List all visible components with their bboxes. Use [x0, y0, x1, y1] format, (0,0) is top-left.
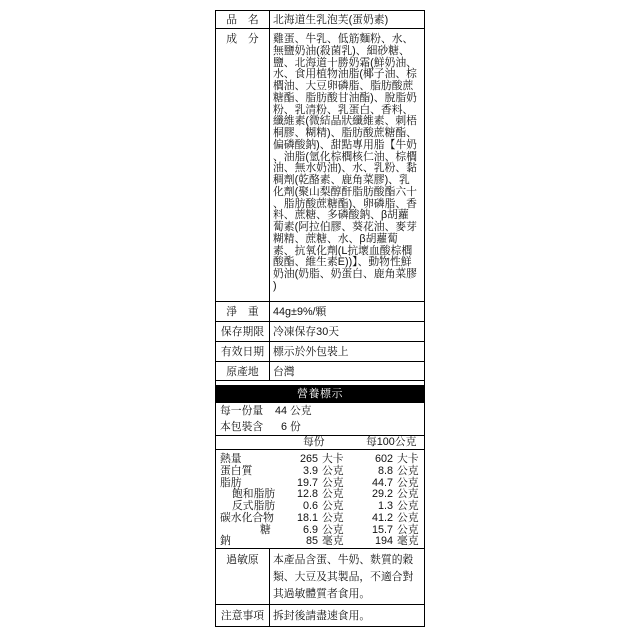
per-serving-unit: 毫克 [322, 535, 344, 548]
allergen-line: 類、大豆及其製品，不適合對 [273, 571, 414, 583]
ingredients-line: 、脂肪酸蔗糖酯)、卵磷脂、香 [273, 197, 417, 210]
per-100g-unit: 公克 [397, 523, 419, 536]
serving-size-label: 每一份量 [220, 405, 264, 417]
nutrition-facts-panel [215, 380, 425, 549]
product-name-label: 品 名 [216, 11, 270, 28]
per-serving-value: 265 [299, 453, 318, 465]
per-serving-value: 6.9 [302, 523, 318, 536]
per-100g-value: 29.2 [371, 488, 393, 501]
per-100g-unit: 大卡 [397, 453, 419, 465]
per-100g-value: 8.8 [377, 464, 393, 477]
ingredients-line: 料、蔗糖、多磷酸鈉、β胡蘿 [273, 209, 409, 222]
ingredients-line: ) [273, 279, 277, 292]
ingredients-row [216, 28, 424, 301]
ingredients-line: 無鹽奶油(殺菌乳)、細砂糖、 [273, 44, 410, 57]
per-100g-unit: 公克 [397, 511, 419, 524]
allergen-notice-table [215, 548, 425, 627]
ingredients-line: 櫚油、大豆卵磷脂、脂肪酸蔗 [273, 80, 414, 92]
per-100g-unit: 公克 [397, 464, 419, 477]
per-serving-header: 每份 [303, 436, 325, 448]
per-100g-value: 194 [374, 535, 393, 548]
nutrient-name: 脂肪 [220, 476, 242, 489]
shelf-life-label: 保存期限 [216, 322, 270, 341]
notice-row [216, 604, 424, 626]
servings-per-package-line [216, 419, 424, 435]
per-100g-value: 44.7 [371, 476, 393, 489]
nutrient-name: 反式脂肪 [232, 500, 276, 512]
ingredients-line: 、油脂(氫化棕櫚核仁油、棕櫚 [273, 150, 417, 163]
nutrient-name: 碳水化合物 [220, 511, 274, 524]
per-serving-value: 19.7 [296, 476, 318, 489]
ingredients-line: 粉、乳清粉、乳蛋白、香料、 [273, 103, 414, 116]
allergen-line: 其過敏體質者食用。 [273, 588, 371, 600]
nutrient-row-trans-fat [216, 501, 424, 513]
per-serving-value: 3.9 [302, 464, 318, 477]
origin-row [216, 361, 424, 380]
allergen-line: 本產品含蛋、牛奶、麩質的穀 [273, 554, 414, 566]
ingredients-line: 稠劑(乾酪素、鹿角菜膠)、乳 [273, 174, 410, 186]
per-100g-value: 15.7 [371, 523, 393, 536]
ingredients-line: 纖維素(微結晶狀纖維素、刺梧 [273, 115, 417, 128]
per-100g-value: 41.2 [371, 511, 393, 524]
nutrient-row-sodium [216, 536, 424, 548]
ingredients-line: 酸酯、維生素E))】、動物性鮮 [273, 256, 412, 269]
ingredients-line: 雞蛋、牛乳、低筋麵粉、水、 [273, 33, 414, 45]
per-serving-unit: 公克 [322, 476, 344, 489]
serving-size-value: 44 公克 [275, 405, 312, 417]
ingredients-line: 水、食用植物油脂(椰子油、棕 [273, 68, 417, 81]
shelf-life-row [216, 321, 424, 341]
expiry-date-value: 標示於外包裝上 [273, 346, 349, 358]
per-serving-value: 18.1 [296, 511, 318, 524]
per-serving-unit: 公克 [322, 523, 344, 536]
expiry-date-label: 有效日期 [216, 342, 270, 361]
ingredients-line: 鹽、北海道十勝奶霜(鮮奶油、 [273, 56, 417, 69]
nutrient-name: 鈉 [220, 535, 231, 548]
per-serving-unit: 大卡 [322, 453, 344, 465]
notice-label: 注意事項 [216, 605, 270, 626]
shelf-life-value: 冷凍保存30天 [273, 326, 339, 338]
per-100g-unit: 公克 [397, 488, 419, 501]
servings-per-package-value: 6 份 [281, 421, 301, 433]
net-weight-label: 淨 重 [216, 302, 270, 321]
notice-value: 拆封後請盡速食用。 [273, 610, 371, 622]
nutrient-name: 糖 [260, 523, 271, 536]
nutrient-list [216, 449, 424, 548]
ingredients-text [270, 29, 424, 301]
allergen-text [270, 549, 424, 604]
nutrient-name: 熱量 [220, 453, 242, 465]
ingredients-line: 奶油(奶脂、奶蛋白、鹿角菜膠 [273, 268, 417, 280]
allergen-label: 過敏原 [216, 549, 270, 604]
net-weight-value: 44g±9%/顆 [273, 306, 327, 318]
ingredients-line: 偏磷酸鈉)、甜點專用脂【牛奶 [273, 138, 417, 151]
serving-size-line [216, 403, 424, 419]
per-100g-unit: 公克 [397, 476, 419, 489]
ingredients-line: 化劑(聚山梨醇酐脂肪酸酯六十 [273, 185, 417, 198]
ingredients-label: 成 分 [216, 29, 270, 301]
product-name-value: 北海道生乳泡芙(蛋奶素) [273, 14, 389, 26]
per-100g-unit: 公克 [397, 500, 419, 512]
per-serving-unit: 公克 [322, 511, 344, 524]
product-name-row [216, 11, 424, 28]
ingredients-line: 蔔素(阿拉伯膠、葵花油、麥芽 [273, 221, 417, 233]
nutrient-name: 飽和脂肪 [232, 488, 276, 501]
nutrition-column-header [216, 435, 424, 449]
nutrient-name: 蛋白質 [220, 464, 253, 477]
ingredients-line: 桐膠、糊精)、脂肪酸蔗糖酯、 [273, 127, 417, 139]
ingredients-line: 糊精、蔗糖、水、β胡蘿蔔 [273, 232, 398, 245]
origin-value: 台灣 [273, 365, 295, 378]
per-serving-value: 0.6 [302, 500, 318, 512]
per-serving-unit: 公克 [322, 500, 344, 512]
nutrient-row-energy [216, 454, 424, 466]
per-serving-unit: 公克 [322, 488, 344, 501]
product-info-table [215, 10, 425, 381]
expiry-date-row [216, 341, 424, 361]
per-100g-header: 每100公克 [366, 436, 417, 448]
per-100g-value: 1.3 [377, 500, 393, 512]
nutrient-row-carbohydrate [216, 513, 424, 525]
per-100g-unit: 毫克 [397, 535, 419, 548]
per-serving-value: 12.8 [296, 488, 318, 501]
ingredients-line: 素、抗氧化劑(L抗壞血酸棕櫚 [273, 244, 413, 257]
per-100g-value: 602 [374, 453, 393, 465]
allergen-row [216, 549, 424, 604]
per-serving-unit: 公克 [322, 464, 344, 477]
nutrition-title: 營養標示 [216, 385, 424, 403]
origin-label: 原產地 [216, 362, 270, 380]
servings-per-package-label: 本包裝含 [220, 421, 264, 433]
per-serving-value: 85 [305, 535, 318, 548]
ingredients-line: 油、無水奶油)、水、乳粉、黏 [273, 162, 417, 175]
net-weight-row [216, 301, 424, 321]
ingredients-line: 糖酯、脂肪酸甘油酯)、脫脂奶 [273, 91, 417, 104]
nutrient-row-protein [216, 466, 424, 478]
